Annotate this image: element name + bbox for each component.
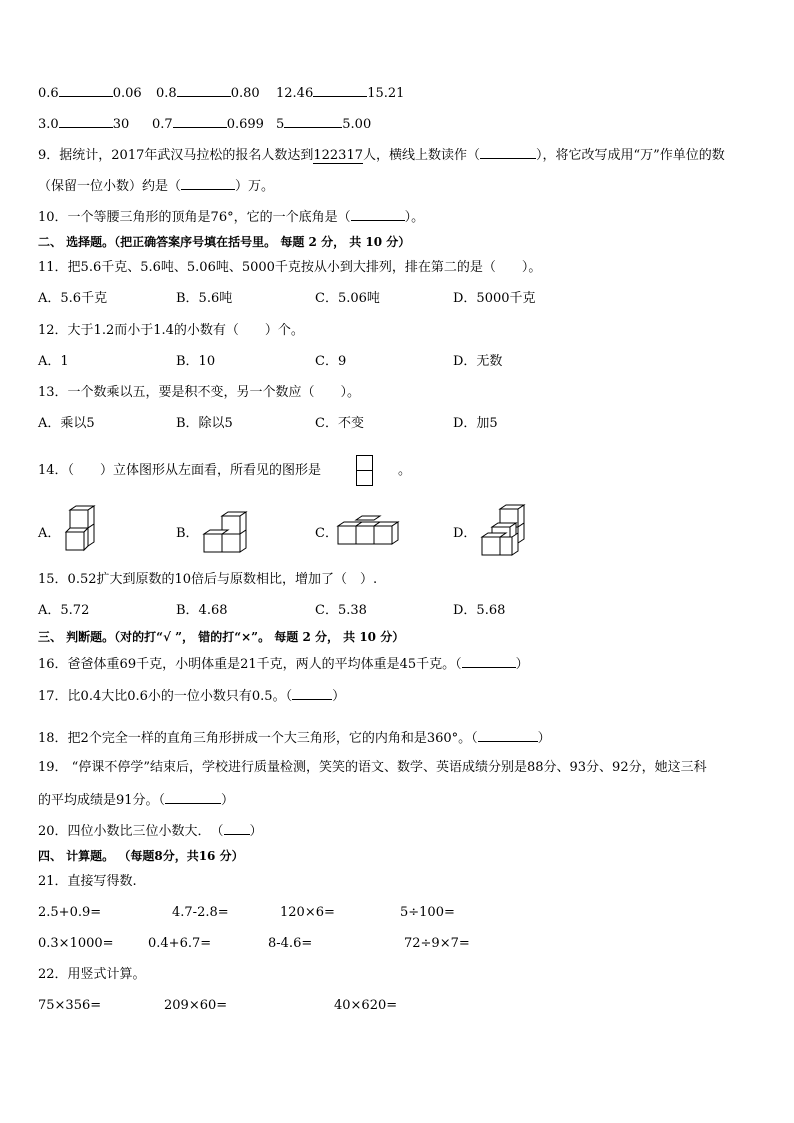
question-21: 21．直接写得数. bbox=[38, 874, 137, 889]
compare-row-1c bbox=[276, 84, 404, 102]
option-c[interactable]: C．不变 bbox=[315, 416, 364, 431]
question-19-line-1: 19． “停课不停学”结束后，学校进行质量检测，笑笑的语文、数学、英语成绩分别是88分、93分、92分，她这三科 bbox=[38, 760, 707, 775]
option-b[interactable]: B． bbox=[176, 526, 199, 541]
calc-item: 5÷100= bbox=[400, 905, 455, 920]
compare-left: 3.0 bbox=[38, 117, 59, 132]
answer-blank[interactable] bbox=[165, 791, 221, 804]
question-15: 15．0.52扩大到原数的10倍后与原数相比，增加了（ ）. bbox=[38, 572, 378, 587]
calc-item: 2.5+0.9= bbox=[38, 905, 102, 920]
section-heading-choice: 二、 选择题。（把正确答案序号填在括号里。 每题 2 分， 共 10 分） bbox=[38, 235, 411, 249]
compare-left: 0.6 bbox=[38, 86, 59, 101]
question-16: 16．爸爸体重69千克，小明体重是21千克，两人的平均体重是45千克。（ ） bbox=[38, 657, 529, 672]
answer-blank[interactable] bbox=[351, 208, 405, 221]
question-14-end: 。 bbox=[398, 463, 412, 478]
question-13: 13．一个数乘以五，要是积不变，另一个数应（ ）。 bbox=[38, 385, 361, 400]
option-c[interactable]: C．5.38 bbox=[315, 603, 367, 618]
section-heading-judge: 三、 判断题。（对的打“√ ”， 错的打“×”。 每题 2 分， 共 10 分） bbox=[38, 630, 405, 644]
option-c[interactable]: C．9 bbox=[315, 354, 347, 369]
compare-row-1 bbox=[38, 84, 142, 102]
option-b[interactable]: B．10 bbox=[176, 354, 216, 369]
option-a[interactable]: A．乘以5 bbox=[38, 416, 95, 431]
question-9-line-2: （保留一位小数）约是（ ）万。 bbox=[38, 179, 275, 194]
compare-row-2c bbox=[276, 115, 371, 133]
compare-row-1b bbox=[156, 84, 260, 102]
compare-right: 15.21 bbox=[367, 86, 405, 101]
compare-right: 30 bbox=[112, 117, 130, 132]
cube-figure-a bbox=[64, 506, 100, 556]
compare-left: 5 bbox=[276, 117, 285, 132]
question-9-line-1: 9．据统计，2017年武汉马拉松的报名人数达到122317人，横线上数读作（ ），将它改写成用“万”作单位的数 bbox=[38, 148, 725, 163]
option-a[interactable]: A．1 bbox=[38, 354, 69, 369]
answer-blank[interactable] bbox=[462, 655, 516, 668]
answer-blank[interactable] bbox=[478, 729, 538, 742]
compare-left: 0.8 bbox=[156, 86, 177, 101]
vertical-calc-item: 40×620= bbox=[334, 998, 398, 1013]
answer-blank[interactable] bbox=[284, 115, 342, 128]
question-22: 22．用竖式计算。 bbox=[38, 967, 146, 982]
question-20: 20．四位小数比三位小数大． （ ） bbox=[38, 824, 263, 839]
calc-item: 0.3×1000= bbox=[38, 936, 114, 951]
question-12: 12．大于1.2而小于1.4的小数有（ ）个。 bbox=[38, 323, 304, 338]
left-view-figure bbox=[356, 455, 374, 487]
compare-right: 0.06 bbox=[112, 86, 142, 101]
compare-row-2 bbox=[38, 115, 129, 133]
answer-blank[interactable] bbox=[177, 84, 231, 97]
option-b[interactable]: B．5.6吨 bbox=[176, 291, 233, 306]
answer-blank[interactable] bbox=[313, 84, 367, 97]
section-heading-calc: 四、 计算题。 （每题8分，共16 分） bbox=[38, 849, 244, 863]
compare-right: 0.80 bbox=[230, 86, 260, 101]
option-c[interactable]: C．5.06吨 bbox=[315, 291, 380, 306]
calc-item: 72÷9×7= bbox=[404, 936, 470, 951]
compare-left: 12.46 bbox=[276, 86, 314, 101]
option-d[interactable]: D．5.68 bbox=[453, 603, 506, 618]
answer-blank[interactable] bbox=[480, 146, 536, 159]
option-a[interactable]: A．5.6千克 bbox=[38, 291, 108, 306]
cube-figure-d bbox=[478, 505, 526, 561]
question-18: 18．把2个完全一样的直角三角形拼成一个大三角形，它的内角和是360°。（ ） bbox=[38, 731, 551, 746]
option-a[interactable]: A． bbox=[38, 526, 61, 541]
option-b[interactable]: B．除以5 bbox=[176, 416, 233, 431]
answer-blank[interactable] bbox=[292, 687, 332, 700]
question-17: 17．比0.4大比0.6小的一位小数只有0.5。（ ） bbox=[38, 689, 346, 704]
question-14: 14．（ ）立体图形从左面看，所看见的图形是 bbox=[38, 463, 322, 478]
compare-right: 5.00 bbox=[342, 117, 372, 132]
compare-row-2b bbox=[152, 115, 264, 133]
answer-blank[interactable] bbox=[59, 115, 113, 128]
cube-figure-b bbox=[204, 512, 248, 556]
calc-item: 120×6= bbox=[280, 905, 335, 920]
option-b[interactable]: B．4.68 bbox=[176, 603, 228, 618]
option-d[interactable]: D．5000千克 bbox=[453, 291, 536, 306]
answer-blank[interactable] bbox=[59, 84, 113, 97]
answer-blank[interactable] bbox=[181, 177, 235, 190]
calc-item: 0.4+6.7= bbox=[148, 936, 212, 951]
calc-item: 8-4.6= bbox=[268, 936, 313, 951]
option-d[interactable]: D．加5 bbox=[453, 416, 498, 431]
option-d[interactable]: D．无数 bbox=[453, 354, 503, 369]
vertical-calc-item: 209×60= bbox=[164, 998, 228, 1013]
calc-item: 4.7-2.8= bbox=[172, 905, 229, 920]
answer-blank[interactable] bbox=[224, 822, 250, 835]
answer-blank[interactable] bbox=[173, 115, 227, 128]
question-19-line-2: 的平均成绩是91分。（ ） bbox=[38, 793, 235, 808]
underlined-number: 122317 bbox=[313, 148, 363, 163]
compare-left: 0.7 bbox=[152, 117, 173, 132]
vertical-calc-item: 75×356= bbox=[38, 998, 102, 1013]
question-11: 11．把5.6千克、5.6吨、5.06吨、5000千克按从小到大排列，排在第二的是（ ）。 bbox=[38, 260, 542, 275]
option-d[interactable]: D． bbox=[453, 526, 477, 541]
compare-right: 0.699 bbox=[226, 117, 264, 132]
cube-figure-c bbox=[338, 516, 400, 548]
question-10: 10．一个等腰三角形的顶角是76°，它的一个底角是（ ）。 bbox=[38, 210, 425, 225]
option-a[interactable]: A．5.72 bbox=[38, 603, 90, 618]
option-c[interactable]: C． bbox=[315, 526, 338, 541]
